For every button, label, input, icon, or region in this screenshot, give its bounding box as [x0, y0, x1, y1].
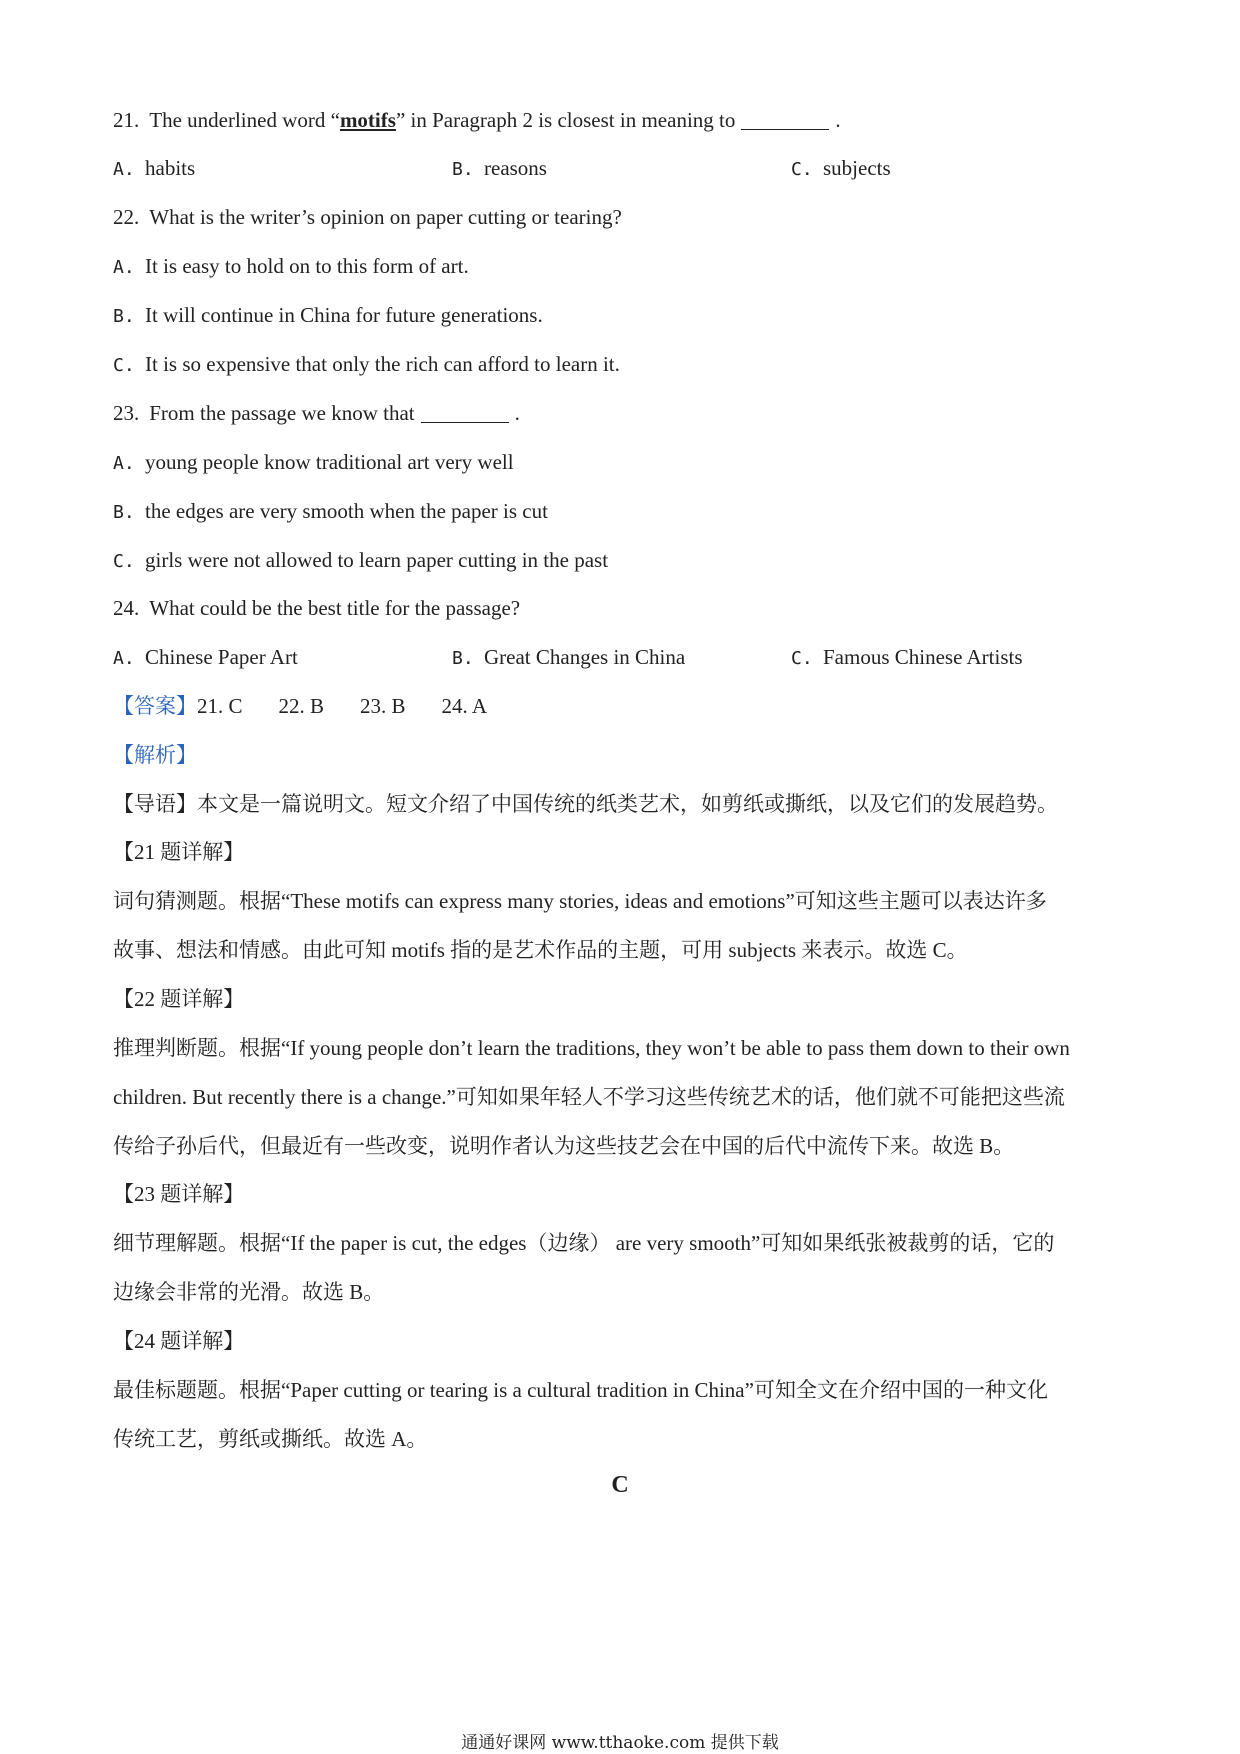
question-23-stem: 23. From the passage we know that . [113, 401, 520, 425]
detail-22-line: children. But recently there is a change.”可知如果年轻人不学习这些传统艺术的话，他们就不可能把这些流 [113, 1085, 1065, 1109]
option-a: A. It is easy to hold on to this form of art. [113, 254, 469, 278]
option-b: B. reasons [452, 156, 547, 180]
answer-blank [421, 402, 509, 423]
detail-24-heading: 【24 题详解】 [113, 1329, 245, 1353]
question-number: 21. [113, 108, 140, 132]
answer-item: 21. C [197, 694, 243, 718]
option-c: C. Famous Chinese Artists [791, 645, 1023, 669]
detail-21-line: 词句猜测题。根据“These motifs can express many stories, ideas and emotions”可知这些主题可以表达许多 [113, 889, 1047, 913]
option-c: C. It is so expensive that only the rich can afford to learn it. [113, 352, 620, 376]
detail-22-line: 传给子孙后代，但最近有一些改变，说明作者认为这些技艺会在中国的后代中流传下来。故选 B。 [113, 1134, 1015, 1158]
detail-23-line: 细节理解题。根据“If the paper is cut, the edges（边缘） are very smooth”可知如果纸张被裁剪的话，它的 [113, 1231, 1055, 1255]
answer-item: 23. B [360, 694, 406, 718]
option-c: C. subjects [791, 156, 891, 180]
page-footer: 通通好课网 www.tthaoke.com 提供下载 [461, 1733, 779, 1753]
analysis-tag: 【解析】 [113, 743, 197, 767]
question-22-stem: 22. What is the writer’s opinion on paper cutting or tearing? [113, 205, 622, 229]
detail-21-heading: 【21 题详解】 [113, 840, 245, 864]
option-b: B. It will continue in China for future generations. [113, 303, 543, 327]
option-a: A. young people know traditional art very well [113, 450, 514, 474]
section-letter: C [611, 1472, 629, 1498]
option-a: A. habits [113, 156, 196, 180]
answer-item: 24. A [441, 694, 488, 718]
detail-23-heading: 【23 题详解】 [113, 1182, 245, 1206]
question-number: 24. [113, 596, 140, 620]
detail-22-heading: 【22 题详解】 [113, 987, 245, 1011]
option-a: A. Chinese Paper Art [113, 645, 298, 669]
option-c: C. girls were not allowed to learn paper cutting in the past [113, 548, 609, 572]
intro-paragraph: 【导语】本文是一篇说明文。短文介绍了中国传统的纸类艺术，如剪纸或撕纸，以及它们的发展趋势。 [113, 792, 1058, 816]
detail-23-line: 边缘会非常的光滑。故选 B。 [113, 1280, 385, 1304]
answer-blank [741, 109, 829, 130]
option-b: B. the edges are very smooth when the paper is cut [113, 499, 548, 523]
detail-21-line: 故事、想法和情感。由此可知 motifs 指的是艺术作品的主题，可用 subjects 来表示。故选 C。 [113, 938, 968, 962]
answer-tag: 【答案】 [113, 694, 197, 718]
detail-22-line: 推理判断题。根据“If young people don’t learn the traditions, they won’t be able to pass them down to their own [113, 1036, 1070, 1060]
underlined-keyword: motifs [339, 108, 396, 132]
question-21-stem: 21. The underlined word “motifs” in Paragraph 2 is closest in meaning to . [113, 108, 841, 132]
detail-24-line: 传统工艺，剪纸或撕纸。故选 A。 [113, 1427, 428, 1451]
answer-key [113, 692, 1140, 720]
detail-24-line: 最佳标题题。根据“Paper cutting or tearing is a cultural tradition in China”可知全文在介绍中国的一种文化 [113, 1378, 1048, 1402]
answer-item: 22. B [278, 694, 325, 718]
question-number: 22. [113, 205, 140, 229]
question-number: 23. [113, 401, 140, 425]
option-b: B. Great Changes in China [452, 645, 686, 669]
question-24-stem: 24. What could be the best title for the passage? [113, 596, 521, 620]
